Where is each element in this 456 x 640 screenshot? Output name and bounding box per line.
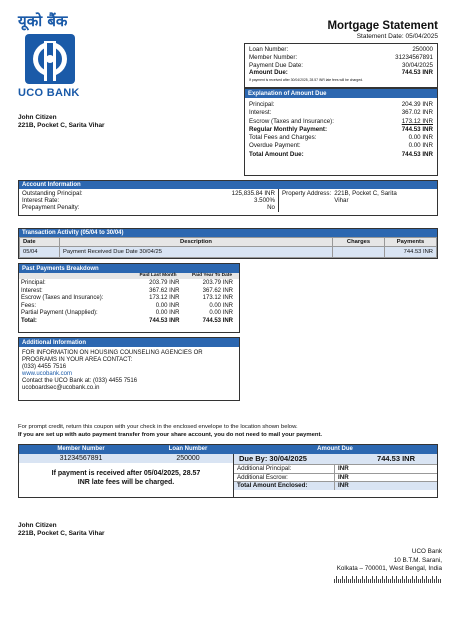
additional-info-header: Additional Information [19, 338, 239, 347]
bank-hindi-name: यूको बैंक [18, 12, 68, 30]
past-payment-ytd: 744.53 INR [202, 317, 234, 324]
coupon-enclosed-label: Additional Principal: [237, 465, 292, 472]
coupon-col-member: Member Number [57, 446, 105, 452]
col-date: Date [20, 238, 60, 247]
property-value: 221B, Pocket C, Sarita Vihar [334, 190, 397, 204]
loan-summary-label: Member Number: [249, 53, 298, 61]
loan-summary-row [249, 54, 433, 62]
account-row [22, 197, 275, 204]
account-value: 125,835.84 INR [231, 190, 275, 197]
loan-summary-label: Amount Due: [249, 69, 288, 77]
postal-barcode-icon [334, 576, 442, 583]
coupon-auto-pay-note: If you are set up with auto payment transfer from your share account, you do not need to mail your payment. [18, 432, 323, 438]
statement-date: Statement Date: 05/04/2025 [356, 33, 438, 40]
payment-coupon [18, 444, 438, 498]
loan-summary-value: 744.53 INR [401, 69, 433, 77]
account-value: No [267, 204, 275, 211]
explanation-label: Total Fees and Charges: [249, 134, 317, 142]
bottom-customer-street: 221B, Pocket C, Sarita Vihar [18, 530, 105, 537]
explanation-label: Total Amount Due: [249, 150, 304, 158]
account-label: Prepayment Penalty: [22, 204, 80, 211]
past-payment-last: 0.00 INR [155, 310, 180, 316]
loan-summary-value: 31234567891 [395, 53, 433, 61]
table-row [20, 247, 437, 258]
past-payment-ytd: 0.00 INR [209, 310, 234, 316]
loan-summary-row [249, 46, 433, 54]
loan-summary-row [249, 69, 433, 77]
explanation-label: Overdue Payment: [249, 142, 301, 150]
customer-name: John Citizen [18, 114, 57, 121]
past-payment-row [21, 288, 237, 296]
account-row [22, 190, 275, 197]
account-label: Interest Rate: [22, 197, 60, 204]
explanation-row [249, 126, 433, 134]
return-address [18, 522, 105, 538]
coupon-enclosed-input[interactable]: INR [334, 482, 437, 490]
past-payment-last: 744.53 INR [149, 317, 180, 324]
coupon-enclosed-row [234, 464, 437, 473]
explanation-row [249, 151, 433, 159]
past-payment-ytd: 203.79 INR [202, 280, 234, 286]
customer-street: 221B, Pocket C, Sarita Vihar [18, 122, 105, 129]
explanation-value: 0.00 INR [408, 142, 433, 150]
loan-summary-label: Loan Number: [249, 46, 289, 53]
explanation-box [244, 88, 438, 176]
coupon-member-number: 31234567891 [59, 455, 103, 462]
explanation-value: 0.00 INR [408, 134, 433, 142]
past-payments-header: Past Payments Breakdown [19, 264, 239, 273]
past-payment-last: 203.79 INR [149, 280, 180, 286]
additional-info-section [18, 337, 240, 401]
bottom-customer-name: John Citizen [18, 522, 57, 529]
past-payment-label: Interest: [21, 287, 43, 294]
past-payment-last: 367.62 INR [149, 287, 180, 294]
past-payment-last: 0.00 INR [155, 302, 180, 309]
past-payment-last: 173.12 INR [149, 295, 180, 301]
tx-date: 05/04 [20, 247, 60, 258]
property-label: Property Address: [282, 190, 332, 197]
transaction-section [18, 228, 438, 259]
loan-summary-row [249, 62, 433, 70]
explanation-value: 204.39 INR [401, 101, 433, 108]
col-payments: Payments [385, 238, 437, 247]
past-payment-label: Fees: [21, 302, 37, 309]
explanation-value: 744.53 INR [401, 150, 433, 158]
col-charges: Charges [333, 238, 385, 247]
account-row [22, 204, 275, 211]
past-payment-row [21, 303, 237, 311]
past-payment-label: Escrow (Taxes and Insurance): [21, 295, 104, 301]
col-description: Description [60, 238, 333, 247]
website-link[interactable]: www.ucobank.com [22, 371, 73, 377]
past-payment-row [21, 280, 237, 288]
past-payment-row [21, 295, 237, 303]
bank-logo [18, 12, 88, 102]
explanation-label: Regular Monthly Payment: [249, 125, 328, 133]
uco-emblem-icon [24, 33, 76, 85]
coupon-col-loan: Loan Number [168, 446, 208, 452]
phone-number: (033) 4455 7516 [22, 364, 67, 370]
counseling-info: FOR INFORMATION ON HOUSING COUNSELING AGENCIES OR PROGRAMS IN YOUR AREA CONTACT: [22, 350, 203, 363]
bank-address-line1: 10 B.T.M. Sarani, [393, 556, 442, 564]
bank-remit-address [334, 548, 442, 583]
bank-address-name: UCO Bank [411, 548, 442, 555]
past-payment-ytd: 367.62 INR [202, 287, 234, 294]
past-payment-label: Principal: [21, 280, 46, 286]
account-value: 3.500% [254, 197, 275, 204]
past-payment-label: Partial Payment (Unapplied): [21, 310, 98, 316]
col-paid-ytd: Paid Year To Date [191, 273, 233, 278]
explanation-row [249, 109, 433, 117]
explanation-row [249, 142, 433, 150]
loan-summary-value: 250000 [412, 46, 433, 53]
past-payment-ytd: 0.00 INR [209, 302, 234, 309]
past-payments-section [18, 263, 240, 333]
explanation-row [249, 118, 433, 126]
explanation-value: 367.02 INR [401, 109, 433, 117]
coupon-due-date: Due By: 30/04/2025 [239, 454, 307, 463]
coupon-enclosed-input[interactable]: INR [334, 474, 437, 482]
col-paid-last-month: Paid Last Month [139, 273, 177, 278]
coupon-enclosed-row [234, 473, 437, 482]
explanation-value: 173.12 INR [401, 117, 433, 125]
account-info-header: Account Information [19, 181, 437, 189]
coupon-enclosed-label: Total Amount Enclosed: [237, 482, 308, 489]
email-link[interactable]: ucoboardsec@ucobank.co.in [22, 385, 100, 391]
bank-logo-text: UCO BANK [18, 87, 80, 99]
account-info-section [18, 180, 438, 216]
coupon-enclosed-row [234, 481, 437, 490]
transaction-header: Transaction Activity (05/04 to 30/04) [19, 229, 437, 237]
loan-summary-value: 30/04/2025 [402, 61, 433, 69]
past-payment-label: Total: [21, 317, 37, 324]
coupon-instruction: For prompt credit, return this coupon with your check in the enclosed envelope to the location shown below. [18, 424, 298, 430]
explanation-row [249, 134, 433, 142]
loan-summary-box [244, 43, 438, 88]
explanation-header: Explanation of Amount Due [245, 89, 437, 98]
explanation-row [249, 101, 433, 109]
statement-title: Mortgage Statement [327, 20, 438, 32]
past-payment-ytd: 173.12 INR [202, 295, 234, 301]
tx-description: Payment Received Due Date 30/04/25 [60, 247, 333, 258]
loan-summary-label: Payment Due Date: [249, 61, 303, 69]
coupon-enclosed-label: Additional Escrow: [237, 473, 288, 481]
tx-charges [333, 247, 385, 258]
coupon-loan-number: 250000 [176, 455, 200, 462]
tx-payments: 744.53 INR [385, 247, 437, 258]
past-payment-row [21, 310, 237, 318]
coupon-col-amount: Amount Due [317, 446, 353, 452]
explanation-label: Principal: [249, 101, 275, 108]
customer-address [18, 114, 105, 130]
explanation-value: 744.53 INR [401, 125, 433, 133]
coupon-enclosed-input[interactable]: INR [334, 465, 437, 473]
past-payment-row [21, 318, 237, 326]
account-label: Outstanding Principal: [22, 190, 83, 197]
coupon-late-notice: If payment is received after 05/04/2025, 28.57 INR late fees will be charged. [51, 470, 201, 486]
explanation-label: Interest: [249, 109, 272, 117]
explanation-label: Escrow (Taxes and Insurance): [249, 117, 334, 125]
late-fee-note: If payment is received after 30/04/2025, 28.57 INR late fees will be charged. [249, 78, 364, 83]
coupon-due-amount: 744.53 INR [377, 454, 415, 463]
bank-address-line2: Kolkata – 700001, West Bengal, India [336, 565, 442, 572]
contact-line: Contact the UCO Bank at: (033) 4455 7516 [22, 378, 138, 384]
